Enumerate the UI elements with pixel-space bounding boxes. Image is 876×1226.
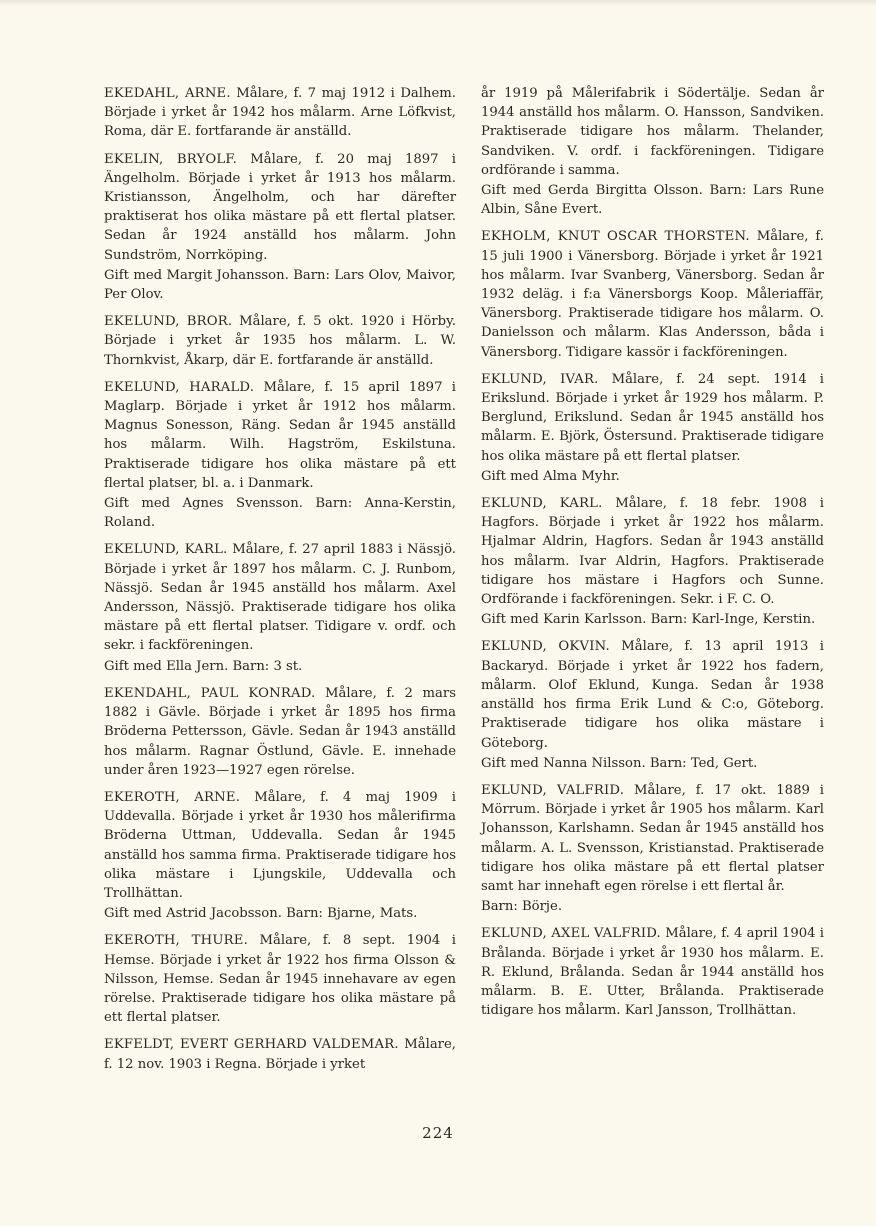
entry-text: Målare, f. 24 sept. 1914 i Erikslund. Började i yrket år 1929 hos målarm. P. Berglund, Erikslund. Sedan år 1945 anställd hos målarm. E. Björk, Östersund. Praktiserade tidigare hos olika mästare på ett flertal platser. bbox=[481, 371, 824, 464]
entry-name: EKLUND, KARL. bbox=[481, 496, 603, 512]
entry-paragraph bbox=[481, 494, 824, 609]
entry-name: EKENDAHL, PAUL KONRAD. bbox=[104, 685, 316, 701]
entry-name: EKEDAHL, ARNE. bbox=[104, 86, 231, 101]
entry-paragraph bbox=[481, 370, 824, 466]
biography-entry bbox=[104, 312, 456, 370]
entry-text: Målare, f. 5 okt. 1920 i Hörby. Började i yrket år 1935 hos målarm. L. W. Thornkvist, Åkarp, där E. fortfarande är anställd. bbox=[104, 314, 456, 368]
entry-name: EKELIN, BRYOLF. bbox=[104, 151, 238, 167]
left-column bbox=[104, 84, 456, 1082]
entry-paragraph bbox=[481, 781, 824, 896]
entry-text: Målare, f. 27 april 1883 i Nässjö. Började i yrket år 1897 hos målarm. C. J. Runbom, Nässjö. Sedan år 1945 anställd hos målarm. Axel Andersson, Nässjö. Praktiserade tidigare hos olika mästare på ett flertal platser. Tidigare v. ordf. och sekr. i fackföreningen. bbox=[104, 542, 456, 654]
biography-entry bbox=[104, 378, 456, 533]
entry-paragraph bbox=[104, 1035, 456, 1073]
entry-name: EKHOLM, KNUT OSCAR THORSTEN. bbox=[481, 229, 750, 245]
biography-entry bbox=[481, 84, 824, 219]
entry-text: Målare, f. 18 febr. 1908 i Hagfors. Började i yrket år 1922 hos målarm. Hjalmar Aldrin, Hagfors. Sedan år 1943 anställd hos målarm. Ivar Aldrin, Hagfors. Praktiserade tidigare hos mästare i Hagfors och Sunne. Ordförande i fackföreningen. Sekr. i F. C. O. bbox=[481, 496, 824, 608]
entry-paragraph bbox=[104, 378, 456, 493]
entry-name: EKLUND, IVAR. bbox=[481, 371, 599, 387]
entry-text: Målare, f. 8 sept. 1904 i Hemse. Började i yrket år 1922 hos firma Olsson & Nilsson, Hemse. Sedan år 1945 innehavare av egen rörelse. Praktiserade tidigare hos olika mästare på ett flertal platser. bbox=[104, 933, 456, 1026]
entry-paragraph bbox=[481, 227, 824, 361]
entry-name: EKEROTH, THURE. bbox=[104, 933, 248, 949]
biography-entry bbox=[481, 924, 824, 1020]
entry-text: Målare, f. 15 juli 1900 i Vänersborg. Började i yrket år 1921 hos målarm. Ivar Svanberg, Vänersborg. Sedan år 1932 deläg. i f:a Vänersborgs Koop. Måleriaffär, Vänersborg. Praktiserade tidigare hos målarm. O. Danielsson och målarm. Klas Andersson, båda i Vänersborg. Tidigare kassör i fackföreningen. bbox=[481, 229, 824, 360]
entry-text: Målare, f. 15 april 1897 i Maglarp. Började i yrket år 1912 hos målarm. Magnus Sonesson, Räng. Sedan år 1945 anställd hos målarm. Wilh. Hagström, Eskilstuna. Praktiserade tidigare hos olika mästare på ett flertal platser, bl. a. i Danmark. bbox=[104, 379, 456, 491]
page-number: 224 bbox=[422, 1124, 454, 1142]
entry-text: Målare, f. 13 april 1913 i Backaryd. Började i yrket år 1922 hos fadern, målarm. Olof Eklund, Kunga. Sedan år 1938 anställd hos firma Erik Lund & C:o, Göteborg. Praktiserade tidigare hos olika mästare i Göteborg. bbox=[481, 639, 824, 751]
entry-name: EKLUND, OKVIN. bbox=[481, 639, 610, 655]
entry-paragraph bbox=[481, 924, 824, 1020]
biography-entry bbox=[104, 1035, 456, 1073]
entry-family: Gift med Ella Jern. Barn: 3 st. bbox=[104, 658, 303, 674]
page-edge bbox=[0, 0, 876, 6]
biography-entry bbox=[104, 788, 456, 923]
entry-family: Gift med Karin Karlsson. Barn: Karl-Inge, Kerstin. bbox=[481, 612, 816, 628]
entry-name: EKLUND, AXEL VALFRID. bbox=[481, 926, 661, 942]
entry-family: Gift med Gerda Birgitta Olsson. Barn: Lars Rune Albin, Såne Evert. bbox=[481, 183, 824, 218]
biography-entry bbox=[104, 540, 456, 675]
entry-name: EKEROTH, ARNE. bbox=[104, 789, 241, 805]
entry-family: Gift med Nanna Nilsson. Barn: Ted, Gert. bbox=[481, 755, 758, 771]
entry-text: Målare, f. 12 nov. 1903 i Regna. Började i yrket bbox=[104, 1037, 456, 1072]
entry-text: Målare, f. 20 maj 1897 i Ängelholm. Började i yrket år 1913 hos målarm. Kristiansson, Ängelholm, och har därefter praktiserat hos olika mästare på ett flertal platser. Sedan år 1924 anställd hos målarm. John Sundström, Norrköping. bbox=[104, 151, 456, 263]
entry-name: EKELUND, HARALD. bbox=[104, 379, 255, 395]
entry-paragraph bbox=[104, 84, 456, 142]
right-column bbox=[481, 84, 824, 1028]
entry-paragraph bbox=[481, 84, 824, 180]
entry-family: Barn: Börje. bbox=[481, 899, 563, 915]
entry-paragraph bbox=[104, 312, 456, 370]
entry-paragraph bbox=[481, 637, 824, 752]
entry-family: Gift med Alma Myhr. bbox=[481, 468, 620, 484]
biography-entry bbox=[104, 150, 456, 305]
entry-text: år 1919 på Målerifabrik i Södertälje. Sedan år 1944 anställd hos målarm. O. Hansson, Sandviken. Praktiserade tidigare hos målarm. Thelander, Sandviken. V. ordf. i fackföreningen. Tidigare ordförande i samma. bbox=[481, 86, 824, 178]
entry-text: Målare, f. 7 maj 1912 i Dalhem. Började i yrket år 1942 hos målarm. Arne Löfkvist, Roma, där E. fortfarande är anställd. bbox=[104, 86, 456, 140]
entry-paragraph bbox=[104, 931, 456, 1027]
biography-entry bbox=[104, 931, 456, 1027]
entry-text: Målare, f. 4 april 1904 i Brålanda. Började i yrket år 1930 hos målarm. E. R. Eklund, Brålanda. Sedan år 1944 anställd hos målarm. B. E. Utter, Brålanda. Praktiserade tidigare hos målarm. Karl Jansson, Trollhättan. bbox=[481, 926, 824, 1019]
entry-paragraph bbox=[104, 684, 456, 780]
entry-family: Gift med Margit Johansson. Barn: Lars Olov, Maivor, Per Olov. bbox=[104, 267, 456, 303]
biography-entry bbox=[481, 494, 824, 629]
biography-entry bbox=[481, 781, 824, 916]
entry-family: Gift med Astrid Jacobsson. Barn: Bjarne, Mats. bbox=[104, 906, 418, 922]
entry-name: EKELUND, KARL. bbox=[104, 542, 228, 558]
entry-family: Gift med Agnes Svensson. Barn: Anna-Kerstin, Roland. bbox=[104, 496, 456, 531]
entry-name: EKLUND, VALFRID. bbox=[481, 782, 625, 798]
entry-name: EKELUND, BROR. bbox=[104, 314, 233, 330]
biography-entry bbox=[481, 370, 824, 486]
biography-entry bbox=[104, 84, 456, 142]
entry-paragraph bbox=[104, 788, 456, 903]
entry-paragraph bbox=[104, 540, 456, 655]
entry-name: EKFELDT, EVERT GERHARD VALDEMAR. bbox=[104, 1037, 399, 1053]
entry-text: Målare, f. 17 okt. 1889 i Mörrum. Började i yrket år 1905 hos målarm. Karl Johansson, Karlshamn. Sedan år 1945 anställd hos målarm. A. L. Svensson, Kristianstad. Praktiserade tidigare hos olika mästare på ett flertal platser samt har innehaft egen rörelse i ett flertal år. bbox=[481, 782, 824, 894]
entry-paragraph bbox=[104, 150, 456, 265]
entry-text: Målare, f. 4 maj 1909 i Uddevalla. Började i yrket år 1930 hos målerifirma Bröderna Uttman, Uddevalla. Sedan år 1945 anställd hos samma firma. Praktiserade tidigare hos olika mästare i Ljungskile, Uddevalla och Trollhättan. bbox=[104, 789, 456, 901]
biography-entry bbox=[104, 684, 456, 780]
biography-entry bbox=[481, 637, 824, 772]
biography-entry bbox=[481, 227, 824, 361]
entry-text: Målare, f. 2 mars 1882 i Gävle. Började i yrket år 1895 hos firma Bröderna Pettersson, Gävle. Sedan år 1943 anställd hos målarm. Ragnar Östlund, Gävle. E. innehade under åren 1923—1927 egen rörelse. bbox=[104, 685, 456, 778]
